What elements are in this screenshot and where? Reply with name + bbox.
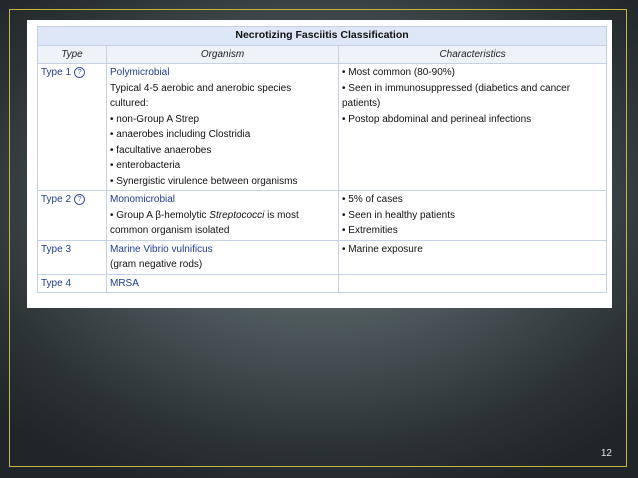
slide-number: 12	[600, 448, 612, 459]
characteristic-line: • Seen in healthy patients	[342, 209, 456, 221]
table-row	[38, 191, 607, 241]
characteristic-line: • Marine exposure	[342, 243, 423, 255]
organism-name[interactable]: Marine Vibrio vulnificus	[110, 243, 213, 255]
organism-line: (gram negative rods)	[110, 259, 203, 270]
table-row	[38, 240, 607, 274]
type-label[interactable]: Type 4	[41, 277, 72, 289]
header-characteristics: Characteristics	[339, 45, 607, 64]
table-title: Necrotizing Fasciitis Classification	[38, 27, 607, 46]
organism-cell	[107, 274, 339, 293]
organism-line: • Group A β-hemolytic Streptococci is most	[110, 209, 299, 221]
characteristic-line: • Postop abdominal and perineal infections	[342, 113, 532, 125]
header-type: Type	[38, 45, 107, 64]
characteristics-cell	[339, 64, 607, 191]
organism-line: common organism isolated	[110, 225, 230, 236]
organism-line: cultured:	[110, 98, 149, 109]
organism-name[interactable]: Monomicrobial	[110, 194, 176, 205]
organism-line: • facultative anaerobes	[110, 144, 212, 156]
characteristic-line: • Most common (80-90%)	[342, 67, 455, 78]
header-organism: Organism	[107, 45, 339, 64]
table-panel	[27, 20, 612, 308]
organism-line: • non-Group A Strep	[110, 113, 200, 125]
type-label[interactable]: Type 2	[41, 194, 72, 205]
characteristics-cell	[339, 240, 607, 274]
characteristics-cell	[339, 274, 607, 293]
type-cell	[38, 274, 107, 293]
organism-cell	[107, 64, 339, 191]
type-label[interactable]: Type 1	[41, 67, 72, 78]
characteristics-cell	[339, 191, 607, 241]
organism-line: • enterobacteria	[110, 160, 181, 171]
help-circle-icon[interactable]: ?	[74, 67, 85, 78]
characteristic-line: • Extremities	[342, 225, 398, 236]
help-circle-icon[interactable]: ?	[74, 194, 85, 205]
organism-italic: Streptococci	[209, 209, 265, 221]
characteristic-line: • 5% of cases	[342, 194, 403, 205]
type-cell	[38, 64, 107, 191]
organism-name[interactable]: Polymicrobial	[110, 67, 170, 78]
organism-line: • anaerobes including Clostridia	[110, 129, 251, 140]
table-row	[38, 64, 607, 191]
organism-line: • Synergistic virulence between organisms	[110, 175, 298, 187]
type-cell	[38, 240, 107, 274]
classification-table	[37, 26, 607, 293]
table-row	[38, 274, 607, 293]
organism-cell	[107, 191, 339, 241]
organism-name[interactable]: MRSA	[110, 277, 139, 289]
organism-cell	[107, 240, 339, 274]
organism-line: Typical 4-5 aerobic and anerobic species	[110, 82, 292, 94]
characteristic-line: patients)	[342, 98, 381, 109]
type-label[interactable]: Type 3	[41, 243, 72, 255]
type-cell	[38, 191, 107, 241]
characteristic-line: • Seen in immunosuppressed (diabetics and cancer	[342, 82, 571, 94]
